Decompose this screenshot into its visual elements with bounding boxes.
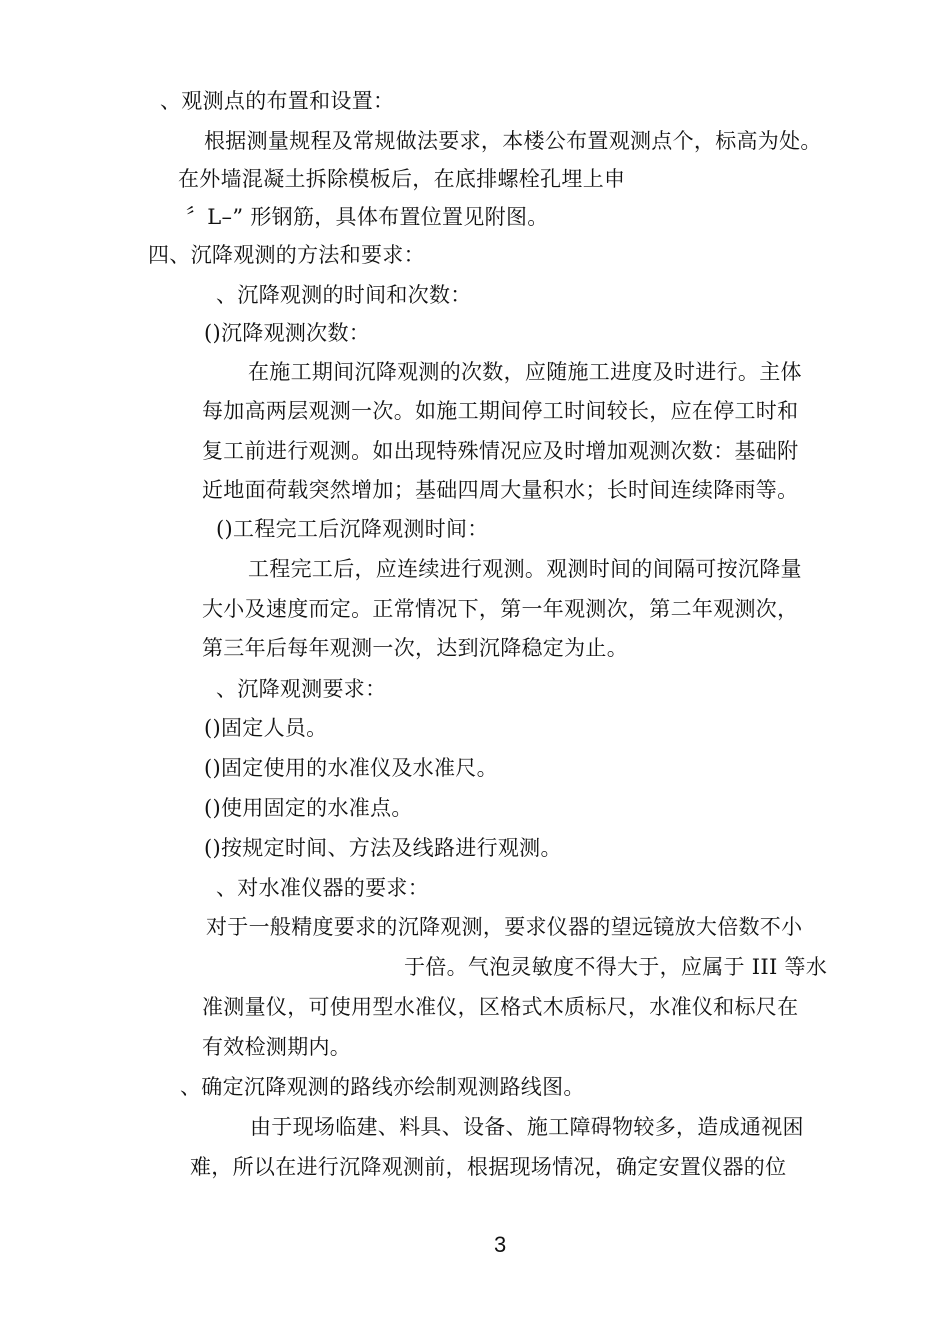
- paragraph-line: 每加高两层观测一次。如施工期间停工时间较长，应在停工时和: [202, 399, 799, 423]
- subheading-requirements: 、沉降观测要求：: [216, 677, 387, 701]
- paragraph-line: 大小及速度而定。正常情况下，第一年观测次，第二年观测次，: [202, 597, 799, 621]
- subheading-time-and-count: 、沉降观测的时间和次数：: [216, 283, 472, 307]
- paragraph-line: 对于一般精度要求的沉降观测，要求仪器的望远镜放大倍数不小: [206, 915, 803, 939]
- page-number: 3: [494, 1232, 507, 1257]
- paragraph-line: 由于现场临建、料具、设备、施工障碍物较多，造成通视困: [250, 1115, 804, 1139]
- list-item: ()按规定时间、方法及线路进行观测。: [204, 836, 562, 860]
- heading-observation-points: 、观测点的布置和设置：: [160, 89, 395, 113]
- item-heading: ()沉降观测次数：: [204, 321, 371, 345]
- paragraph-line: 有效检测期内。: [202, 1035, 352, 1059]
- paragraph-line: 近地面荷载突然增加；基础四周大量积水；长时间连续降雨等。: [202, 478, 799, 502]
- paragraph-line: 根据测量规程及常规做法要求，本楼公布置观测点个，标高为处。: [204, 129, 822, 153]
- paragraph-line: 复工前进行观测。如出现特殊情况应及时增加观测次数：基础附: [202, 439, 799, 463]
- paragraph-line: 难，所以在进行沉降观测前，根据现场情况，确定安置仪器的位: [190, 1155, 787, 1179]
- paragraph-line: 在施工期间沉降观测的次数，应随施工进度及时进行。主体: [248, 360, 802, 384]
- list-item: ()固定人员。: [204, 716, 328, 740]
- paragraph-line: 准测量仪，可使用型水准仪，区格式木质标尺，水准仪和标尺在: [202, 995, 799, 1019]
- subheading-route: 、确定沉降观测的路线亦绘制观测路线图。: [180, 1075, 585, 1099]
- paragraph-line: 工程完工后，应连续进行观测。观测时间的间隔可按沉降量: [248, 557, 802, 581]
- item-heading: ()工程完工后沉降观测时间：: [216, 517, 489, 541]
- paragraph-line: 于倍。气泡灵敏度不得大于，应属于 III 等水: [404, 955, 828, 979]
- section-heading-settlement-methods: 四、沉降观测的方法和要求：: [148, 243, 425, 267]
- list-item: ()使用固定的水准点。: [204, 796, 413, 820]
- paragraph-line: 在外墙混凝土拆除模板后，在底排螺栓孔埋上申: [178, 167, 626, 191]
- subheading-instrument-requirements: 、对水准仪器的要求：: [216, 876, 429, 900]
- paragraph-line: 〞L–” 形钢筋，具体布置位置见附图。: [186, 205, 549, 229]
- paragraph-line: 第三年后每年观测一次，达到沉降稳定为止。: [202, 636, 628, 660]
- list-item: ()固定使用的水准仪及水准尺。: [204, 756, 498, 780]
